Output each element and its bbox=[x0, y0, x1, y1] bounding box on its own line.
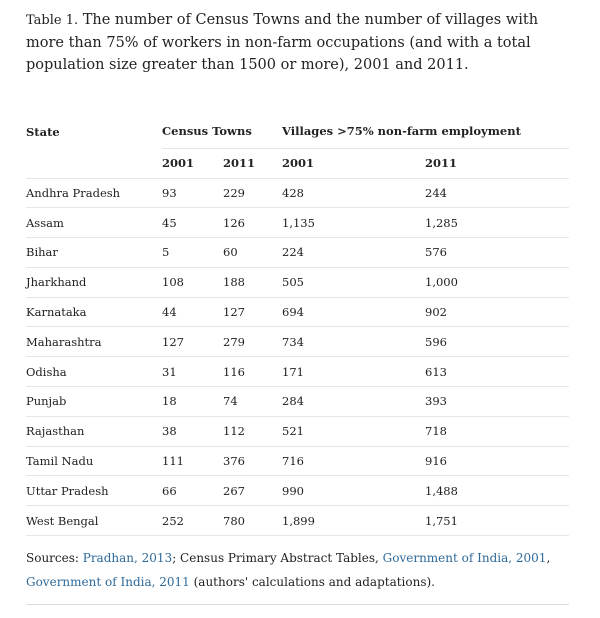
cell-villages-2011: 596 bbox=[425, 327, 569, 357]
cell-villages-2011: 902 bbox=[425, 297, 569, 327]
sources-prefix: Sources: bbox=[26, 551, 83, 565]
cell-villages-2001: 171 bbox=[282, 357, 425, 387]
table-row bbox=[26, 357, 569, 387]
census-towns-table bbox=[26, 115, 569, 536]
table-header-row bbox=[26, 115, 569, 148]
cell-villages-2011: 393 bbox=[425, 387, 569, 417]
cell-state: Tamil Nadu bbox=[26, 446, 162, 476]
table-caption-label: Table 1. bbox=[26, 13, 79, 28]
cell-census-towns-2011: 376 bbox=[223, 446, 282, 476]
table-row bbox=[26, 387, 569, 417]
cell-state: Karnataka bbox=[26, 297, 162, 327]
cell-villages-2011: 718 bbox=[425, 416, 569, 446]
cell-villages-2001: 284 bbox=[282, 387, 425, 417]
cell-state: Assam bbox=[26, 208, 162, 238]
cell-census-towns-2001: 31 bbox=[162, 357, 223, 387]
table-subheader-row bbox=[26, 148, 569, 178]
cell-state: Uttar Pradesh bbox=[26, 476, 162, 506]
cell-census-towns-2011: 74 bbox=[223, 387, 282, 417]
bottom-divider bbox=[26, 604, 569, 605]
source-link-pradhan[interactable]: Pradhan, 2013 bbox=[82, 551, 173, 565]
cell-census-towns-2011: 188 bbox=[223, 267, 282, 297]
table-row bbox=[26, 446, 569, 476]
cell-state: Punjab bbox=[26, 387, 162, 417]
cell-state: Maharashtra bbox=[26, 327, 162, 357]
table-row bbox=[26, 416, 569, 446]
cell-census-towns-2001: 111 bbox=[162, 446, 223, 476]
header-villages: Villages >75% non-farm employment bbox=[282, 115, 569, 148]
cell-villages-2011: 613 bbox=[425, 357, 569, 387]
sources-text-2: , bbox=[546, 551, 551, 565]
cell-census-towns-2001: 108 bbox=[162, 267, 223, 297]
table-row bbox=[26, 476, 569, 506]
cell-census-towns-2001: 93 bbox=[162, 178, 223, 208]
table-row bbox=[26, 238, 569, 268]
cell-state: Jharkhand bbox=[26, 267, 162, 297]
sources-note bbox=[26, 546, 576, 594]
table-caption bbox=[26, 9, 576, 76]
subheader-ct-2011: 2011 bbox=[223, 156, 256, 170]
cell-villages-2011: 916 bbox=[425, 446, 569, 476]
cell-census-towns-2011: 127 bbox=[223, 297, 282, 327]
cell-villages-2011: 1,751 bbox=[425, 506, 569, 536]
cell-census-towns-2001: 45 bbox=[162, 208, 223, 238]
cell-census-towns-2011: 780 bbox=[223, 506, 282, 536]
cell-villages-2001: 224 bbox=[282, 238, 425, 268]
cell-census-towns-2011: 112 bbox=[223, 416, 282, 446]
header-state: State bbox=[26, 124, 60, 139]
cell-census-towns-2001: 127 bbox=[162, 327, 223, 357]
subheader-v-2011: 2011 bbox=[425, 156, 458, 170]
table-row bbox=[26, 267, 569, 297]
sources-text-1: ; Census Primary Abstract Tables, bbox=[172, 551, 383, 565]
cell-census-towns-2011: 267 bbox=[223, 476, 282, 506]
cell-villages-2001: 1,899 bbox=[282, 506, 425, 536]
cell-census-towns-2001: 252 bbox=[162, 506, 223, 536]
cell-villages-2001: 428 bbox=[282, 178, 425, 208]
cell-census-towns-2011: 279 bbox=[223, 327, 282, 357]
table-row bbox=[26, 506, 569, 536]
table-row bbox=[26, 327, 569, 357]
source-link-goi-2001[interactable]: Government of India, 2001 bbox=[382, 551, 547, 565]
cell-census-towns-2001: 5 bbox=[162, 238, 223, 268]
cell-state: West Bengal bbox=[26, 506, 162, 536]
cell-census-towns-2001: 18 bbox=[162, 387, 223, 417]
cell-census-towns-2011: 116 bbox=[223, 357, 282, 387]
cell-villages-2001: 694 bbox=[282, 297, 425, 327]
source-link-goi-2011[interactable]: Government of India, 2011 bbox=[26, 575, 190, 589]
cell-villages-2001: 990 bbox=[282, 476, 425, 506]
cell-villages-2011: 244 bbox=[425, 178, 569, 208]
cell-villages-2011: 1,000 bbox=[425, 267, 569, 297]
cell-villages-2001: 716 bbox=[282, 446, 425, 476]
table-body bbox=[26, 178, 569, 536]
cell-state: Odisha bbox=[26, 357, 162, 387]
table-caption-text: The number of Census Towns and the number of villages with more than 75% of workers in non-farm occupations (and with a total population size greater than 1500 or more), 2001 and 2011. bbox=[26, 12, 539, 73]
table-row bbox=[26, 208, 569, 238]
cell-villages-2001: 734 bbox=[282, 327, 425, 357]
cell-census-towns-2001: 44 bbox=[162, 297, 223, 327]
subheader-blank bbox=[26, 148, 162, 178]
cell-census-towns-2011: 229 bbox=[223, 178, 282, 208]
subheader-ct-2001: 2001 bbox=[162, 156, 195, 170]
cell-census-towns-2011: 126 bbox=[223, 208, 282, 238]
cell-villages-2011: 576 bbox=[425, 238, 569, 268]
cell-villages-2011: 1,285 bbox=[425, 208, 569, 238]
cell-villages-2001: 505 bbox=[282, 267, 425, 297]
header-census-towns: Census Towns bbox=[162, 115, 282, 148]
cell-villages-2011: 1,488 bbox=[425, 476, 569, 506]
cell-census-towns-2001: 38 bbox=[162, 416, 223, 446]
cell-state: Andhra Pradesh bbox=[26, 178, 162, 208]
sources-text-3: (authors' calculations and adaptations). bbox=[189, 575, 435, 589]
cell-census-towns-2011: 60 bbox=[223, 238, 282, 268]
subheader-v-2001: 2001 bbox=[282, 156, 315, 170]
cell-census-towns-2001: 66 bbox=[162, 476, 223, 506]
table-row bbox=[26, 178, 569, 208]
cell-villages-2001: 521 bbox=[282, 416, 425, 446]
cell-state: Bihar bbox=[26, 238, 162, 268]
table-row bbox=[26, 297, 569, 327]
cell-villages-2001: 1,135 bbox=[282, 208, 425, 238]
cell-state: Rajasthan bbox=[26, 416, 162, 446]
